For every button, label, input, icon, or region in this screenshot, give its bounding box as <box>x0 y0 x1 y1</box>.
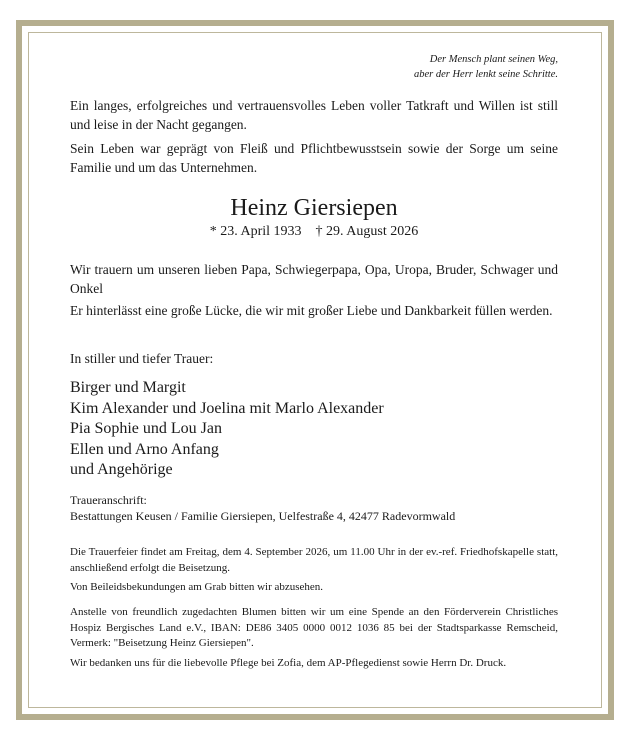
mourners-list <box>70 378 558 481</box>
mourner: Birger und Margit <box>70 379 186 396</box>
address-label: Traueranschrift: <box>70 493 147 507</box>
mourner: und Angehörige <box>70 461 173 478</box>
motto-quote <box>70 52 558 82</box>
thanks-notice: Wir bedanken uns für die liebevolle Pflege bei Zofia, dem AP-Pflegedienst sowie Herrn Dr. Druck. <box>70 657 507 669</box>
intro-paragraph: Sein Leben war geprägt von Fleiß und Pflichtbewusstsein sowie der Sorge um seine Familie und um das Unternehmen. <box>70 141 558 175</box>
mourner: Pia Sophie und Lou Jan <box>70 420 222 437</box>
mourning-paragraph: Wir trauern um unseren lieben Papa, Schwiegerpapa, Opa, Uropa, Bruder, Schwager und Onkel <box>70 262 558 296</box>
motto-line: aber der Herr lenkt seine Schritte. <box>413 69 558 80</box>
birth-date: * 23. April 1933 <box>209 224 302 239</box>
condolence-notice: Von Beileidsbekundungen am Grab bitten wir abzusehen. <box>70 581 324 593</box>
motto-line: Der Mensch plant seinen Weg, <box>429 54 558 65</box>
donation-notice: Anstelle von freundlich zugedachten Blumen bitten wir um eine Spende an den Förderverein Christliches Hospiz Bergisches Land e.V., IBAN: DE86 3405 0000 0012 1036 85 bei der Stadtsparkasse Remscheid, Vermerk: "Beisetzung Heinz Giersiepen". <box>70 606 558 649</box>
funeral-notice: Die Trauerfeier findet am Freitag, dem 4. September 2026, um 11.00 Uhr in der ev.-ref. Friedhofskapelle statt, anschließend erfolgt die Beisetzung. <box>70 546 558 574</box>
mourner: Kim Alexander und Joelina mit Marlo Alexander <box>70 399 384 417</box>
life-dates <box>70 223 558 241</box>
address-text: Bestattungen Keusen / Familie Giersiepen, Uelfestraße 4, 42477 Radevormwald <box>70 509 456 523</box>
intro-paragraph: Ein langes, erfolgreiches und vertrauensvolles Leben voller Tatkraft und Willen ist still und leise in der Nacht gegangen. <box>70 98 558 132</box>
deceased-name: Heinz Giersiepen <box>230 195 398 221</box>
grief-intro: In stiller und tiefer Trauer: <box>70 351 214 366</box>
death-date: † 29. August 2026 <box>315 224 419 239</box>
mourner: Ellen und Arno Anfang <box>70 440 219 458</box>
mourning-address <box>70 492 558 524</box>
mourning-paragraph: Er hinterlässt eine große Lücke, die wir mit großer Liebe und Dankbarkeit füllen werden. <box>70 303 553 318</box>
